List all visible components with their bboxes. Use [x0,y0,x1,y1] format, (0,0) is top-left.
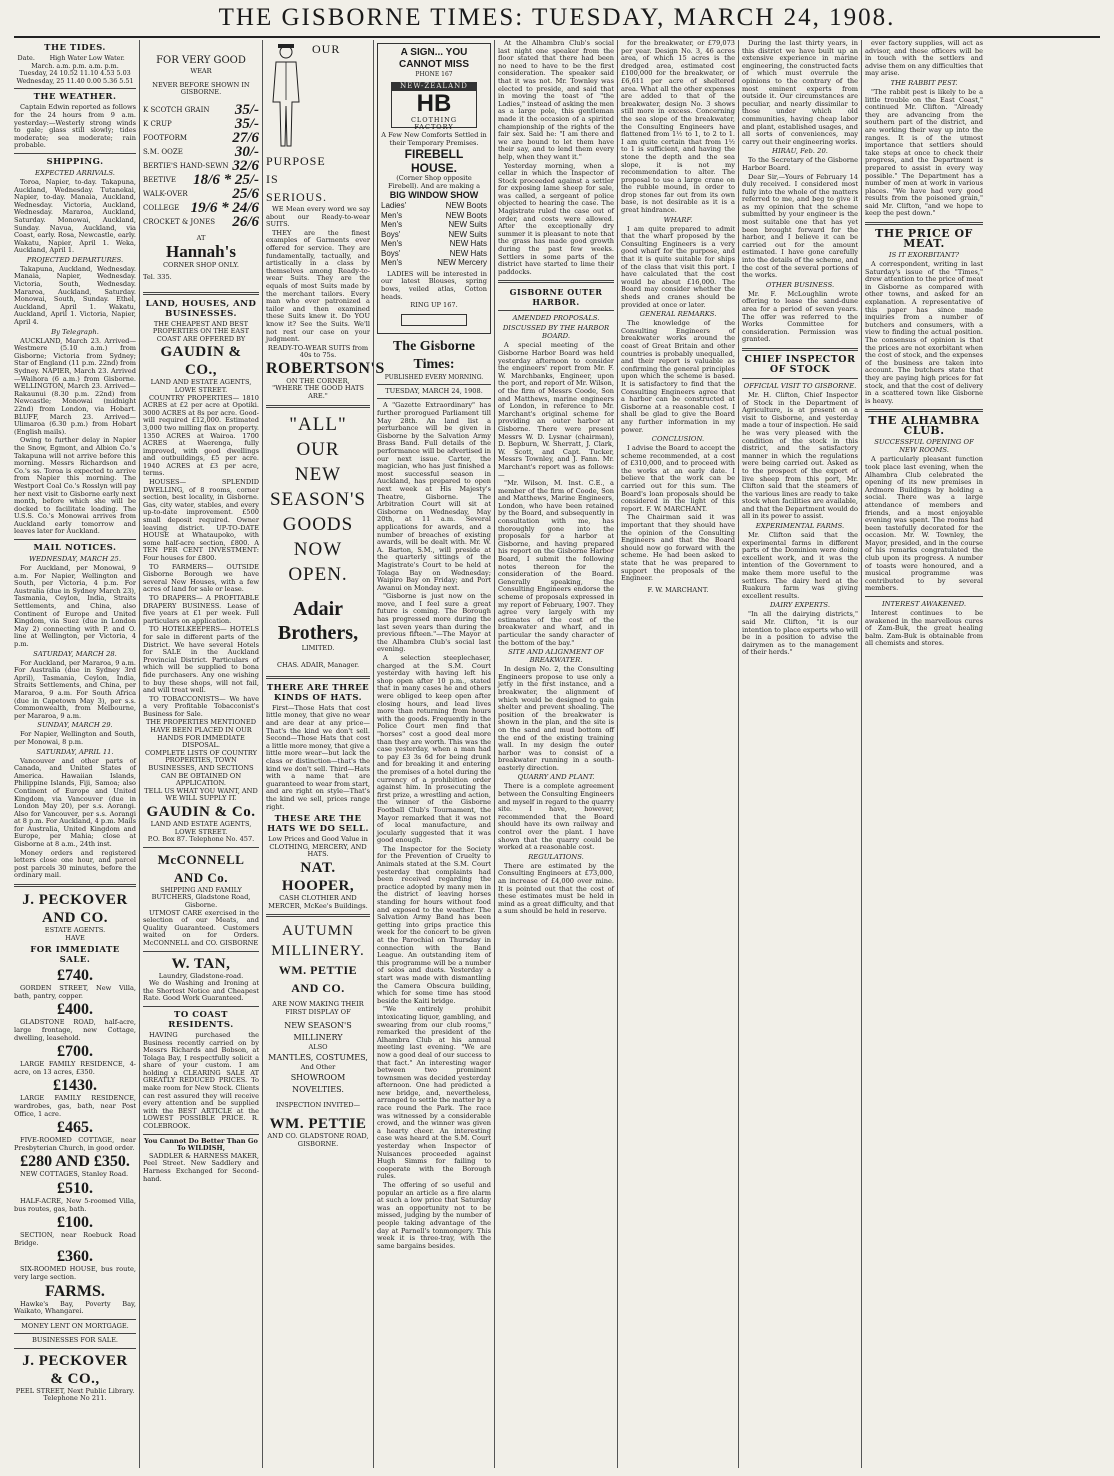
article-2: A selection steeplechaser, charged at the S.M. Court yesterday with having left his shop open after 10 p.m., stated that in many cases he and others were obliged to keep open after closing hours, and lead lives more than returning from hours with the goods. Frequently in the Police Court men find that "horses" cost a good deal more than they are worth. This was the case yesterday, when a man had to pay £3 3s 6d for being drunk and for breaking it and entering the premises of a hotel during the currency of a prohibition order against him. In prosecuting the first prize, a wrestling and action, the winner of the Gisborne Football Club's Tournament, the Mayor remarked that it was not of local manufacture, and jocularly suggested that it was good enough. [377,654,491,845]
corner-shop: CORNER SHOP ONLY. [163,261,239,270]
signature: F. W. MARCHANT. [647,585,709,594]
mcconnell-name: McCONNELL AND Co. [157,851,245,885]
boot-row [143,103,259,117]
mcconnell-text: UTMOST CARE exercised in the selection of our Meats, and Quality Guaranteed. Customers waited on for Orders. McCONNELL and CO. GISBORNE [143,908,259,947]
brothers-name: Brothers, [277,621,359,644]
times-heading: The Gisborne Times: [392,338,476,372]
wtan-text: We do Washing and Ironing at the Shortest Notice and Cheapest Rate. Good Work Guaranteed. [143,979,259,1003]
masthead-rule [14,36,1100,38]
site-text: In design No. 2, the Consulting Engineers propose to use only a jetty in the first instance, and a breakwater, the alignment of which would be designed to gain shelter and prevent shoaling. The position of the breakwater is shown in the plan, and the site is on the sand and mud bottom off the end of the existing training wall. In my design the outer harbor was to consist of a breakwater running in a south-easterly direction. [498,665,614,772]
article-quote: "Gisborne is just now on the move, and I feel sure a great future is coming. The Borough has progressed more during the last seven years than during the previous fifteen."—The Mayor at the Alhambra Club's social last evening. [377,592,491,654]
never-before: NEVER BEFORE SHOWN IN GISBORNE. [152,80,250,97]
boot-name: COLLEGE [143,203,180,212]
businesses-for-sale: BUSINESSES FOR SALE. [31,1336,119,1345]
column-1 [14,40,136,1468]
firebell-sub: (Corner Shop opposite Firebell). And are making a [387,174,481,190]
column-2 [143,40,259,1468]
interest-heading: INTEREST AWAKENED. [881,600,967,609]
new-item-who: Men's [381,220,403,230]
mail-sat: SATURDAY, MARCH 28. [33,649,117,658]
article-3: The Inspector for the Society for the Prevention of Cruelty to Animals stated at the S.M. Court yesterday that complaints had been received regarding the practice adopted by many men in the district of leaving horses standing for hours without food and exposed to the weather. The Salvation Army Band has been getting into grips practice this week for the concert to be given at the Parochial on Thursday in connection with the Band League. An outstanding item of this programme will be a number of solos and duets. Yesterday a start was made with dismantling the Camera Obscura building, which for some time has stood beside the Kaiti bridge. [377,844,491,1005]
new-item [381,201,487,211]
our-new-word: OUR [296,438,340,460]
listing-price: £1430. [53,1077,97,1095]
boot-row [143,173,259,187]
listing-text: SIX-ROOMED HOUSE, bus route, very large section. [14,1265,136,1281]
boot-price: 27/6 [232,129,259,146]
listing-text: GORDEN STREET, New Villa, bath, pantry, copper. [14,984,136,1000]
boot-row [143,201,259,215]
new-item-what: NEW Boots [445,210,487,220]
boot-price: 18/6 * 25/- [193,171,259,188]
all-word: "ALL" [289,413,347,435]
hotels-text: TO HOTELKEEPERS— HOTELS for sale in different parts of the District. We have several Hotels for SALE in the Auckland Provincial District. Particulars of which will be supplied to bona fide purchasers. Any one wishing to buy these shops, will not fail, and will treat well. [143,625,259,695]
harbour-heading: GISBORNE OUTER HARBOR. [509,287,603,308]
listing-price: £100. [57,1214,93,1232]
serious-word: SERIOUS. [266,190,328,204]
alhambra-text: A particularly pleasant function took place last evening, when the Alhambra Club celebrated the opening of its new premises in Ardmore Buildings by holding a social. There was a large attendance of members and friends, and a most enjoyable evening was spent. The rooms had been tastefully decorated for the occasion. Mr. W. Townley, the Mayor, presided, and in the course of his remarks congratulated the club upon its progress. A number of toasts were honoured, and a musical programme was contributed to by several members. [865,455,983,593]
listing-text: LARGE FAMILY RESIDENCE, wardrobes, gas, bath, near Post Office, 1 acre. [14,1094,136,1118]
wildish-text: SADDLER & HARNESS MAKER, Peel Street. New Saddlery and Harness Exchanged for Second-hand. [143,1151,259,1183]
meat-sub: IS IT EXORBITANT? [888,251,960,260]
listing [14,1153,136,1179]
masthead: THE GISBORNE TIMES: TUESDAY, MARCH 24, 1908. [218,4,896,31]
hb-advert [377,43,491,334]
now-word: NOW [293,538,343,560]
goods-word: GOODS [282,513,354,535]
column-7 [742,40,858,1468]
coast-text: HAVING purchased the Business recently carried on by Messrs Richards and Bobson, at Tolaga Bay, I respectfully solicit a share of your custom. I am holding a CLEARING SALE AT GREATLY REDUCED PRICES. To make room for New Stock. Clients can rest assured they will receive every attention and be supplied with the BEST ARTICLE at the LOWEST POSSIBLE PRICE. R. COLEBROOK. [143,1030,259,1131]
listing [14,1214,136,1247]
gaudin2-sub: LAND AND ESTATE AGENTS, LOWE STREET. [150,820,252,836]
quarry-text: There is a complete agreement between the Consulting Engineers and myself in regard to the quarry site. I have, however, recommended that the Board should have its own railway and control over the plant. I have shown that the quarry could be worked at a reasonable cost. [498,782,614,852]
ring-ornament-icon [401,314,467,326]
stock-sub: OFFICIAL VISIT TO GISBORNE. [743,381,857,390]
mail-sat-april: SATURDAY, APRIL 11. [36,747,114,756]
boot-name: K CRUP [143,119,172,128]
cheapest-text: THE CHEAPEST AND BEST PROPERTIES ON THE EAST COAST ARE OFFERED BY [152,319,250,343]
listing-price: £360. [57,1248,93,1266]
interest-text: Interest continues to be awakened in the marvellous cures of Zam-Buk, the great healing balm. Zam-Buk is obtainable from all chemists and stores. [865,609,983,648]
boot-row [143,131,259,145]
chairman-text: The Chairman said it was important that they should have the opinion of the Consulting Engineers and that the Board should now go forward with the scheme. He had been asked to state that he was prepared to support the proposals of the Engineer. [621,513,735,583]
experimental-text: Mr. Clifton said that the experimental farms in different parts of the Dominion were doing excellent work, and it was the intention of the Government to make them more useful to the settlers. The dairy herd at the Ruakura farm was giving excellent results. [742,531,858,600]
peckover-have: HAVE [65,933,85,942]
hats-we-sell: THESE ARE THE HATS WE DO SELL. [267,814,369,835]
ring-up: RING UP 167. [410,301,458,310]
weather-heading: THE WEATHER. [33,92,117,103]
mail-sun: SUNDAY, MARCH 29. [37,721,113,730]
harbour-text-1: A special meeting of the Gisborne Harbor Board was held yesterday afternoon to consider the engineers' report from Mr. F. W. Marchbanks, Engineer, upon the port, and report of Mr. Wilson, of the firm of Messrs Coode, Son and Matthews, marine engineers of London, in reference to Mr. Marchant's original scheme for providing an outer harbor at Gisborne. There were present Messrs W. D. Lysnar (chairman), D. Bepburn, W. Sherratt, J. Clark, W. Scott, and Capt. Tucker, Messrs Townley, and J. Fann. Mr. Marchant's report was as follows:— [498,341,614,479]
new-items-list [381,201,487,268]
very-good: FOR VERY GOOD [156,55,246,66]
new-word: NEW [294,463,342,485]
boot-name: BEETIVE [143,175,176,184]
new-item-who: Men's [381,258,403,268]
tides-heading: THE TIDES. [44,43,106,53]
gaudin2-name: GAUDIN & Co. [146,804,256,820]
inspection-label: INSPECTION INVITED— [275,1100,361,1109]
money-lent: MONEY LENT ON MORTGAGE. [21,1321,129,1330]
new-item-who: Boys' [381,229,401,239]
new-item [381,249,487,259]
boot-name: WALK-OVER [143,189,188,198]
tides-header-date: Date. [17,54,35,62]
conclusion-heading: CONCLUSION. [651,435,705,444]
wear: WEAR [190,67,212,75]
departures-text: Takapuna, Auckland, Wednesday. Manaia, Napier, Wednesday. Victoria, South, Wednesday. Mararoa, Auckland, Saturday. Monowai, South, Sunday. Ethel, Auckland, April 1. Wakatu, Auckland, April 1. Victoria, Napier, April 4. [14,264,136,327]
hb-mark: HB [416,89,452,117]
mail-heading: MAIL NOTICES. [33,543,117,554]
article-5: The offering of so useful and popular an article as a fire alarm at such a low price that Saturday was an opportunity not to be missed, judging by the number of people taking advantage of the day at Parnell's tonmongery. This week it is three-tray, with the same bargains besides. [377,1181,491,1250]
at-label: AT [196,233,206,242]
peckover-sale: FOR IMMEDIATE SALE. [30,945,120,966]
listing-price: £700. [57,1043,93,1061]
dairy-text: "In all the dairying districts," said Mr. Clifton, "it is our intention to place experts who will be in a position to advise the dairymen as to the management of their herds." [742,610,858,657]
big-window: BIG WINDOW SHOW [389,190,479,201]
firebell-heading: FIREBELL HOUSE. [404,147,464,176]
boot-row [143,159,259,173]
amended-proposals: AMENDED PROPOSALS. [512,314,600,323]
is-word: IS [266,172,279,186]
tell-us: TELL US WHAT YOU WANT, AND WE WILL SUPPLY IT. [144,786,258,803]
new-item-what: NEW Suits [448,229,487,239]
listing [14,1043,136,1076]
hannah-name: Hannah's [166,242,236,262]
sign-heading: A SIGN... YOU CANNOT MISS [399,47,469,70]
column-6 [621,40,735,1468]
published-line: PUBLISHED EVERY MORNING. [384,373,484,381]
listing-price: £510. [57,1179,93,1197]
rabbit-heading: THE RABBIT PEST. [890,78,958,87]
limited-label: LIMITED. [301,643,335,652]
boot-name: CROCKET & JONES [143,217,215,226]
new-item-who: Men's [381,210,403,220]
dairy-heading: DAIRY EXPERTS. [769,601,831,610]
gaudin-sub: LAND AND ESTATE AGENTS, LOWE STREET. [150,378,252,394]
robertson-name: ROBERTSON'S [266,359,385,377]
regulations-heading: REGULATIONS. [528,852,584,861]
boot-name: S.M. OOZE [143,147,183,156]
telegraph-text: AUCKLAND, March 23. Arrived—Westmere (5.10 a.m.) from Gisborne; Victoria from Sydney; Star of England (11 p.m. 22nd) from Sydney. NAPIER, March 23. Arrived—Waihora (6 a.m.) from Gisborne. WELLINGTON, March 23. Arrived—Rakaunui (8.30 p.m. 22nd) from Newcastle; Monowai (midnight 22nd) from London, via Hobart. BLUFF, March 23. Arrived—Ulimaroa (6.30 p.m.) from Hobart (English mails). [14,336,136,436]
gaudin2-po: P.O. Box 87. Telephone No. 457. [147,835,255,844]
mantles-label: MANTLES, COSTUMES, [268,1052,368,1062]
experimental-heading: EXPERIMENTAL FARMS. [755,522,845,531]
new-item-who: Men's [381,239,403,249]
listing [14,1001,136,1042]
farms-text: Hawke's Bay, Poverty Bay, Waikato, Whangarei. [14,1299,136,1316]
peckover-footer-name: J. PECKOVER & CO., [22,1352,128,1387]
drapers-text: TO DRAPERS— A PROFITABLE DRAPERY BUSINESS. Lease of five years at £1 per week. Full particulars on application. [143,593,259,625]
boot-price: 32/6 [232,157,259,174]
hats-text: First—Those Hats that cost little money, that give no wear and are dear at any price—That's the kind we don't sell. Second—Those Hats that cost a little more money, that give a little more wear—but lack the class or distinction—that's the kind we don't sell. Third—Hats with a name that are guaranteed to wear from start, and are right on style—That's the kind we sell, prices range right. [266,703,370,811]
column-3 [266,40,385,1468]
listing-text: FIVE-ROOMED COTTAGE, near Presbyterian Church, in good order. [14,1136,136,1152]
new-item-what: NEW Boots [445,201,487,211]
mail-sat-text: For Auckland, per Mararoa, 9 a.m. For Australia (due in Sydney 3rd April), Tasmania, Ceylon, India, Straits Settlements, and China, per Mararoa, 9 a.m. For South Africa (due in Capetown May 3), per s.s. Commonwealth, from Melbourne, per Mararoa, 9 a.m. [14,658,136,720]
pettie-footer-sub: AND CO. GLADSTONE ROAD, GISBORNE. [267,1132,369,1148]
letter-to: To the Secretary of the Gisborne Harbor Board. [742,156,858,172]
also-label: ALSO [308,1043,328,1052]
mail-wed: WEDNESDAY, MARCH 25. [28,555,122,564]
col7-text-1: During the last thirty years, in this district we have built up an extensive experience in marine engineering, the constructed facts of which must overrule the opinions to the contrary of the most eminent experts from outside it. Our circumstances are peculiar, and nearly dissimilar to those under which old communities, having cheap labor and plant, established usages, and all sorts of conveniences, may carry out their engineering works. [742,39,858,146]
showroom-label: SHOWROOM NOVELTIES. [290,1072,346,1094]
land-heading: LAND, HOUSES, AND BUSINESSES. [145,298,257,319]
listing-price: £400. [57,1001,93,1019]
listing-text: SECTION, near Roebuck Road Bridge. [14,1231,136,1247]
boot-price: 35/- [234,101,259,118]
nz-label: NEW-ZEALAND [392,83,476,91]
factory-label: CLOTHING FACTORY [410,115,458,132]
rabbit-text: "The rabbit pest is likely to be a little trouble on the East Coast," continued Mr. Clifton. "Already they are advancing from the southern part of the district, and are working their way up into the ranges. It is of the utmost importance that settlers should take steps at once to check their progress, and the Department is prepared to assist in every way possible." The Department has a number of men at work in various places. "We have had very good results from the poisoned grain," said Mr. Clifton, "and we hope to keep the pest down." [865,87,983,218]
listing [14,1119,136,1152]
country-properties: COUNTRY PROPERTIES— 1810 ACRES at £2 per acre at Opotiki. 3000 ACRES at 8s per acre. Good-will required £12,000. Estimated 3,000 two milling flax on property. 1350 ACRES at Wairoa. 1700 ACRES at Waerenga, fully improved, with good dwellings and outbuildings, £5 per acre. 1940 ACRES at £3 per acre, terms. [143,393,259,478]
hb-logo [391,82,477,132]
millinery-word: MILLINERY. [271,943,365,960]
listing-text: NEW COTTAGES, Stanley Road. [20,1170,129,1179]
listing [14,967,136,1000]
arrivals-text: Toroa, Napier, to-day. Takapuna, Auckland, Wednesday. Tutanekai, Napier, to-day. Manaia, Auckland, Wednesday. Victoria, Auckland, Wednesday. Mararoa, Auckland, Saturday. Monowai, Auckland, Sunday. Navua, Auckland, via Coast, early. Rosa, Newcastle, early. Wakatu, Napier, April 1. Weka, Auckland, April 1. [14,177,136,255]
tides-row: Tuesday, 24 10.52 11.10 4.53 5.03 [19,69,131,78]
letter-heading: HIRAU, Feb. 20. [772,147,828,156]
boot-name: K SCOTCH GRAIN [143,105,210,114]
coast-heading: TO COAST RESIDENTS. [168,1009,234,1030]
peckover-footer-addr: PEEL STREET, Next Public Library. Telephone No 211. [15,1386,135,1403]
meat-text: A correspondent, writing in last Saturday's issue of the "Times," drew attention to the price of meat in Gisborne as compared with other towns, and asked for an explanation. A representative of this paper has since made inquiries from a number of butchers and consumers, with a view to finding the actual position. The consensus of opinion is that the prices are not exorbitant when the cost of stock, and the expenses of the business are taken into account. The butchers state that they are paying high prices for fat stock, and that the cost of delivery in a scattered town like Gisborne is heavy. [865,260,983,405]
man-illustration-icon [266,42,306,150]
weather-text: Captain Edwin reported as follows for the 24 hours from 9 a.m. yesterday:—Westerly strong winds to gale; glass still slowly; tides moderate; sea moderate; rain probable. [14,103,136,150]
stock-text: Mr. H. Clifton, Chief Inspector of Stock in the Department of Agriculture, is at present on a visit to Gisborne, and yesterday made a tour of inspection. He said he was very pleased with the condition of the stock in this district, and the satisfactory manner in which the regulations were being carried out. Asked as to the prospect of the export of live sheep from this port, Mr. Clifton said that the steamers of the various lines are ready to take stock when facilities are available, and that the Department would do all in its power to assist. [742,390,858,521]
pettie-text: ARE NOW MAKING THEIR FIRST DISPLAY OF [272,1000,364,1016]
tides-row: Wednesday, 25 11.40 0.00 5.36 5.51 [16,76,134,85]
ready-to-wear: READY-TO-WEAR SUITS from 40s to 75s. [267,343,369,360]
listing-price: £740. [57,967,93,985]
mcconnell-sub: SHIPPING AND FAMILY BUTCHERS, Gladstone Road, Gisborne. [151,885,251,909]
peckover-sub: ESTATE AGENTS. [44,926,106,935]
complete-lists: COMPLETE LISTS OF COUNTRY PROPERTIES, TOWN BUSINESSES, AND SECTIONS CAN BE OBTAINED ON APPLICATION. [144,748,258,788]
harbour-text-2: "Mr. Wilson, M. Inst. C.E., a member of the firm of Coode, Son and Matthews, Marine Engineers, London, who have been retained by the Board, and subsequently in consultation with me, has thoroughly gone into the proposals for a harbor at Gisborne, and having prepared his report on the Gisborne Harbor Board, I submit the following notes thereon for the consideration of the Board. Generally speaking, the Consulting Engineers endorse the scheme of proposals expressed in my report of February, 1907. They agree very largely with my estimates of the cost of the breakwater and wharf, and in particular the sandy character of the bottom of the bay." [498,479,614,647]
alhambra-sub: SUCCESSFUL OPENING OF NEW ROOMS. [874,438,974,455]
boot-row [143,187,259,201]
boot-name: FOOTFORM [143,133,188,142]
tides-row: March. a.m. p.m. a.m. p.m. [31,61,119,70]
column-5 [498,40,614,1468]
mail-sun-text: For Napier, Wellington and South, per Monowai, 8 p.m. [14,730,136,746]
boot-row [143,215,259,229]
hats-low: Low Prices and Good Value in CLOTHING, MERCERY, AND HATS. [268,835,368,859]
general-heading: GENERAL REMARKS. [639,310,717,319]
tobacco-text: TO TOBACCONISTS— We have a very Profitable Tobacconist's Business for Sale. [143,694,259,718]
nat-hooper-sub: CASH CLOTHIER AND MERCER, McKee's Buildings. [268,893,368,910]
new-item-who: Ladies' [381,201,407,211]
gaudin-name: GAUDIN & CO., [160,344,242,379]
wharf-text: I am quite prepared to admit that the wharf proposed by the Consulting Engineers is a very good wharf for the purpose, and that it is quite suitable for ships of the class that visit this port. I have calculated that the cost would be about £16,000. The Board may consider whether the sheds and cranes should be provided at once or later. [621,224,735,309]
other-text: Mr. F. McLoughlin wrote offering to lease the sand-dune area for a period of seven years. The offer was referred to the Works Committee for consideration. Permission was granted. [742,289,858,344]
houses-text: HOUSES— SPLENDID DWELLING, of 8 rooms, corner section, best locality, in Gisborne. Gas, city water, stables, and every up-to-date improvement. £500 small deposit required. Owner leaving district. UP-TO-DATE HOUSE at Whataupoko, with some half-acre section, £800. A TEN PER CENT INVESTMENT: Four houses for £800. [143,478,259,562]
mail-wed-text: For Auckland, per Monowai, 9 a.m. For Napier, Wellington and South, per Victoria, 4 p.m. For Australia (due in Sydney March 23), Tasmania, Ceylon, India, Straits Settlements, and China, also Continent of Europe and United Kingdom, via Suez (due in London May 2) connecting with P. and O. line at Wellington, per Victoria, 4 p.m. [14,564,136,648]
pettie-name: WM. PETTIE AND CO. [278,963,358,996]
regulations-text: There are estimated by the Consulting Engineers at £73,000, an increase of £4,000 over mine. It is pointed out that the cost of these estimates must be held in mind as a great difficulty, and that a sum should be held in reserve. [498,861,614,916]
shipping-heading: SHIPPING. [46,156,104,167]
seasons-word: SEASON'S [270,488,366,510]
telegraph-label: By Telegraph. [51,327,99,336]
listing [14,1248,136,1281]
boot-price: 26/6 [232,213,259,230]
new-item-what: NEW Mercery [437,258,487,268]
wtan-name: W. TAN, [171,955,231,972]
other-heading: OTHER BUSINESS. [765,280,835,289]
nat-hooper-name: NAT. HOOPER, [281,859,355,894]
new-item [381,220,487,230]
wtan-sub: Laundry, Gladstone-road. [158,971,244,980]
site-heading: SITE AND ALIGNMENT OF BREAKWATER. [508,648,604,665]
listing-text: HALF-ACRE, New 5-roomed Villa, bus routes, gas, bath. [14,1196,136,1213]
new-item-what: NEW Hats [449,239,487,249]
date-line: TUESDAY, MARCH 24, 1908. [385,386,483,395]
farms-heading: FARMS. [45,1282,105,1300]
col8-text-1: ever factory supplies, will act as advisor, and these officers will be in touch with the settlers and advise them on any difficulties that may arise. [865,39,983,78]
boot-price: 25/6 [232,185,259,202]
hannah-tel: Tel. 335. [143,272,172,281]
column-4 [377,40,491,1468]
peckover-name: J. PECKOVER AND CO. [22,892,128,927]
autumn-word: AUTUMN [282,923,354,940]
phone-label: PHONE 167 [415,71,453,78]
listing [14,1077,136,1118]
departures-heading: PROJECTED DEPARTURES. [26,255,124,264]
new-item [381,239,487,249]
letter-text: Dear Sir,—Yours of February 14 duly received. I considered most fully into the whole of the matters referred to me, and beg to give it as my opinion that the scheme submitted by your engineer is the most suitable one that has yet been brought forward for the harbor, and I believe it can be carried out for the amount estimated. I have gone carefully into the details of the scheme, and the cost of the several portions of the works. [742,172,858,280]
article-4: "We entirely prohibit intoxicating liquor, gambling, and swearing from our club rooms," remarked the president of the Alhambra Club at his annual meeting last evening. "We are now a good deal of our success to that fact." An interesting wager between two prominent townsmen was decided yesterday afternoon. One had predicted a new bridge, and, nevertheless, arranged to settle the matter by a race round the Park. The race was witnessed by a considerable crowd, and the winner was given a hearty cheer. An interesting case was heard at the S.M. Court yesterday when Inspector of Nuisances proceeded against Hugh Simms for failing to cooperate with the Borough rules. [377,1005,491,1181]
settled-text: A Few New Comforts Settled in their Temporary Premises. [381,131,487,147]
farmers-text: TO FARMERS— OUTSIDE Gisborne Borough we have several New Houses, with a few acres of land for sale or lease. [143,562,259,594]
wharf-heading: WHARF. [663,215,693,224]
col6-text-1: for the breakwater, or £79,073 per year. Design No. 3, 46 acres area, of which 15 acres is the dredged area, estimated cost £100,000 for the breakwater, or £6,611 per acre of sheltered area. What all the other expenses are added to that of the breakwater, design No. 3 shows still more in excess. Concerning the sea slope of the breakwater, the Consulting Engineers have flattened from 1½ to 1, to 2 to 1. I am quite certain that from 1½ to 1 is sufficient, and having the stone the depth and the sea slope, it is not my recommendation to alter. The proposal to use a large crane on the rubble mound, in order to drop stones far out from its own base, is not desirable as it is a great hindrance. [621,39,735,215]
on-corner: ON THE CORNER, [286,376,350,385]
new-item [381,211,487,221]
suits-text: THEY are the finest examples of Garments ever offered for service. They are fundamentally, tactually, and artistically in a class by themselves among Ready-to-wear Suits. They are the equals of most Suits made by the merchant tailors. Every man who ever patronized a tailor and then examined these Suits knew it. Do YOU know it? See the Suits. We'll not rest our case on your judgment. [266,228,370,344]
quarry-heading: QUARRY AND PLANT. [517,773,595,782]
article-intro: At the Alhambra Club's social last night one speaker from the floor stated that there had been no need to have to be the first consideration. The speaker said that it was not. Mr. Townley was elected to preside, and said that in moving the toast of "the Ladies," instead of asking the men as a large pole, this gentleman made it the occasion of a spirited championship of the rights of the fair sex. Said he: "I am there and we are bound to let them have their say, and to lend them every help, when they want it." [498,39,614,161]
we-mean-text: WE Mean every word we say about our Ready-to-wear SUITS. [266,205,370,229]
article-cont: Yesterday morning, when a cellar in which the Inspector of Stock proceeded against a settler for exposing lame sheep for sale, was called, a sergeant of police objected to hearing the case. The Magistrate ruled the case out of order, and costs were allowed. After the exceptionally dry summer it is pleasant to note that the grass has made good growth during the past few weeks. Settlers in some parts of the district have started to lime their paddocks. [498,161,614,276]
good-hats: "WHERE THE GOOD HATS ARE." [272,384,364,401]
properties-note: THE PROPERTIES MENTIONED HAVE BEEN PLACED IN OUR HANDS FOR IMMEDIATE DISPOSAL. [145,718,256,750]
boot-price: 35/- [234,115,259,132]
listing-text: GLADSTONE ROAD, half-acre, large frontage, new Cottage, dwelling, leasehold. [14,1018,136,1042]
alhambra-heading: THE ALHAMBRA CLUB. [868,414,980,438]
boot-price: 30/- [234,143,259,160]
purpose-word: PURPOSE [266,154,326,168]
listing-price: £280 AND £350. [20,1153,130,1171]
adair-name: Adair [293,597,343,620]
new-item-what: NEW Hats [449,248,487,258]
general-text: The knowledge of the Consulting Engineers of breakwater works around the coast of Great Britain and other countries is probably unequalled, and their report is valuable as confirming the general principles upon which the scheme is based. It is satisfactory to find that the Consulting Engineers agree that a harbor can be constructed at Gisborne at a reasonable cost. I shall be glad to give the Board any further information in my power. [621,319,735,434]
new-item-what: NEW Suits [448,220,487,230]
hats-heading: THERE ARE THREE KINDS OF HATS. [266,682,370,703]
adair-manager: CHAS. ADAIR, Manager. [276,661,360,670]
and-other-label: And Other [300,1062,336,1071]
our-word: OUR [312,42,341,56]
pettie-footer-name: WM. PETTIE [269,1116,367,1133]
meat-heading: THE PRICE OF MEAT. [875,227,973,251]
boot-price: 19/6 * 24/6 [190,199,259,216]
new-item-who: Boys' [381,248,401,258]
tides-header-water: High Water Low Water. [49,54,125,62]
open-word: OPEN. [288,563,348,585]
stock-heading: CHIEF INSPECTOR OF STOCK [744,353,856,375]
listing [14,1180,136,1213]
money-order-note: Money orders and registered letters close one hour, and parcel post parcels 30 minutes, before the ordinary mail. [14,848,136,880]
boot-name: BERTIE'S HAND-SEWN [143,161,229,170]
arrivals-heading: EXPECTED ARRIVALS. [35,168,115,177]
column-8 [865,40,983,1468]
wildish-heading: You Cannot Do Better Than Go To WILDISH, [144,1136,258,1153]
mail-sat-april-text: Vancouver and other parts of Canada, and United States of America. Hawaiian Islands, Philippine Islands, Fiji, Samoa; also Continent of Europe and United Kingdom, via Vancouver (due in London May 20), per s.s. Aorangi. Also for Vancouver, per s.s. Aorangi at 8 p.m. For Auckland, 4 p.m. Mails for Australia, United Kingdom and Europe, per Mahia; close at Gisborne at 8 a.m., 24th inst. [14,756,136,849]
boot-row [143,145,259,159]
listing-text: LARGE FAMILY RESIDENCE, 4-acre, on 13 acres, £350. [14,1060,136,1076]
ladies-note: LADIES will be interested in our latest Blouses, spring bows, veiled atlas, Cotton heads. [381,269,487,301]
new-item [381,258,487,268]
shipping-notes: Owing to further delay in Napier the Snow, Egmont, and Albion Co.'s Takapuna will not arrive before this morning. Messrs Richardson and Co.'s ss. Toroa is expected to arrive from Napier this morning. The Westport Coal Co.'s Rosslyn will pay her next visit to Gisborne early next month, before which she will be docked to facilitate loading. The U.S.S. Co.'s Monowai arrives from Auckland early tomorrow and leaves later for Auckland. [14,436,136,536]
article-1: A "Gazette Extraordinary" has further prorogued Parliament till May 28th. An land list a perturbance will be given in Gisborne by the Salvation Army Brass Band. Full details of the performance will be advertised in our next issue. Carter, the magician, who has just finished a most successful season in Auckland, has prepared to open next week at His Majesty's Theatre, Gisborne. The Arbitration Court will sit at Gisborne on Wednesday, May 20th, at 11 a.m. Several applications for awards, and a number of breaches of existing awards, will be dealt with. Mr. W. A. Barton, S.M., will preside at the quarterly sittings of the Magistrate's Court to be held at Tolaga Bay on Wednesday; Waipiro Bay on Friday; and Port Awanui on Monday next. [377,401,491,592]
new-item [381,230,487,240]
listing-price: £465. [57,1119,93,1137]
new-seasons: NEW SEASON'S MILLINERY [284,1021,352,1043]
conclusion-text: I advise the Board to accept the scheme recommended, at a cost of £310,000, and to proceed with the works at an early date. I believe that the work can be carried out for this sum. The Board's loan proposals should be considered in the light of this report. F. W. MARCHANT. [621,444,735,513]
tides-table [14,55,136,85]
discussed-label: DISCUSSED BY THE HARBOR BOARD. [502,324,610,341]
boot-row [143,117,259,131]
